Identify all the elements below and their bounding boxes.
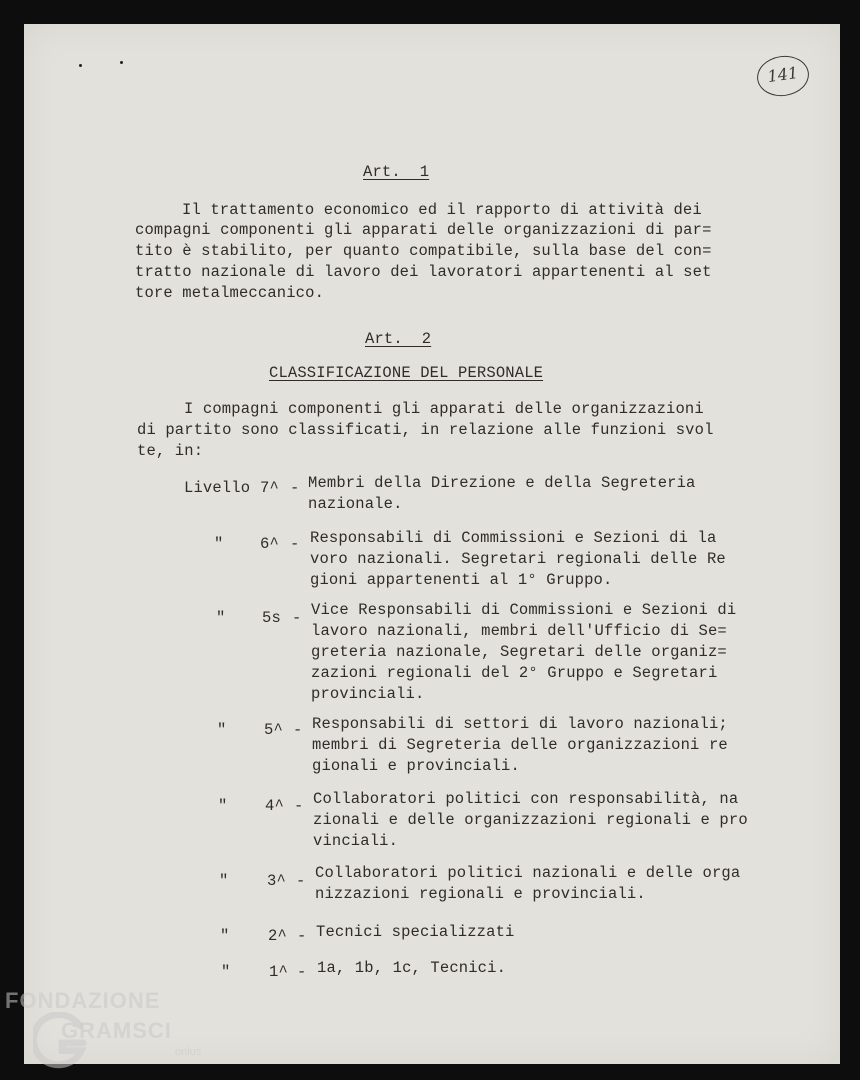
level-number: 2^ [268, 927, 287, 945]
watermark-line1: FONDAZIONE [5, 988, 161, 1013]
level-dash: - [297, 963, 307, 981]
level-description-line: Collaboratori politici nazionali e delle orga [315, 864, 741, 882]
level-description-line: membri di Segreteria delle organizzazioni re [312, 736, 728, 754]
level-description-line: Vice Responsabili di Commissioni e Sezioni di [311, 601, 737, 619]
level-number: 1^ [269, 963, 288, 981]
level-description-line: greteria nazionale, Segretari delle organiz= [311, 643, 727, 661]
art2-subheading: CLASSIFICAZIONE DEL PERSONALE [269, 364, 544, 382]
level-number: 6^ [260, 535, 279, 553]
level-description-line: gionali e provinciali. [312, 757, 520, 775]
level-prefix: " [221, 963, 231, 981]
art2-intro-line: I compagni componenti gli apparati delle organizzazioni [184, 400, 704, 418]
art2-heading: Art. 2 [365, 330, 432, 348]
level-description-line: gioni appartenenti al 1° Gruppo. [310, 571, 613, 589]
level-description-line: nizzazioni regionali e provinciali. [315, 885, 646, 903]
art2-intro-line: te, in: [137, 442, 204, 460]
fondazione-gramsci-watermark [5, 988, 215, 1078]
level-description-line: voro nazionali. Segretari regionali delle Re [310, 550, 726, 568]
level-description-line: nazionale. [308, 495, 403, 513]
level-prefix: " [220, 927, 230, 945]
art1-heading: Art. 1 [363, 163, 430, 181]
ink-mark [120, 61, 123, 64]
level-dash: - [297, 927, 307, 945]
level-description-line: 1a, 1b, 1c, Tecnici. [317, 959, 507, 977]
level-number: 7^ [260, 479, 279, 497]
level-description-line: Responsabili di settori di lavoro nazionali; [312, 715, 728, 733]
page-number: 141 [754, 53, 811, 100]
level-description-line: lavoro nazionali, membri dell'Ufficio di Se= [311, 622, 727, 640]
level-dash: - [294, 797, 304, 815]
art2-intro-line: di partito sono classificati, in relazione alle funzioni svol [137, 421, 714, 439]
level-prefix: " [219, 872, 229, 890]
level-dash: - [296, 872, 306, 890]
level-number: 5^ [264, 721, 283, 739]
level-dash: - [290, 535, 300, 553]
level-number: 5s [262, 609, 281, 627]
level-description-line: Membri della Direzione e della Segreteria [308, 474, 696, 492]
level-description-line: provinciali. [311, 685, 425, 703]
level-description-line: Collaboratori politici con responsabilità, na [313, 790, 739, 808]
watermark-suffix: onlus [175, 1046, 202, 1058]
level-dash: - [290, 479, 300, 497]
level-number: 3^ [267, 872, 286, 890]
level-prefix: " [218, 797, 228, 815]
watermark-line2: GRAMSCI [61, 1018, 172, 1043]
level-description-line: Responsabili di Commissioni e Sezioni di la [310, 529, 717, 547]
level-description-line: Tecnici specializzati [316, 923, 515, 941]
art1-line: tratto nazionale di lavoro dei lavoratori appartenenti al set [135, 263, 712, 281]
art1-line: Il trattamento economico ed il rapporto di attività dei [182, 201, 702, 219]
level-number: 4^ [265, 797, 284, 815]
level-prefix: " [216, 609, 226, 627]
level-description-line: zionali e delle organizzazioni regionali e pro [313, 811, 748, 829]
level-description-line: vinciali. [313, 832, 399, 850]
art1-line: tito è stabilito, per quanto compatibile, sulla base del con= [135, 242, 712, 260]
level-dash: - [293, 721, 303, 739]
document-page [24, 24, 840, 1064]
level-prefix: " [217, 721, 227, 739]
level-prefix: " [214, 535, 224, 553]
ink-mark [79, 64, 82, 67]
level-dash: - [292, 609, 302, 627]
art1-line: compagni componenti gli apparati delle organizzazioni di par= [135, 221, 712, 239]
art1-line: tore metalmeccanico. [135, 284, 325, 302]
level-description-line: zazioni regionali del 2° Gruppo e Segretari [311, 664, 718, 682]
level-prefix: Livello [184, 479, 251, 497]
